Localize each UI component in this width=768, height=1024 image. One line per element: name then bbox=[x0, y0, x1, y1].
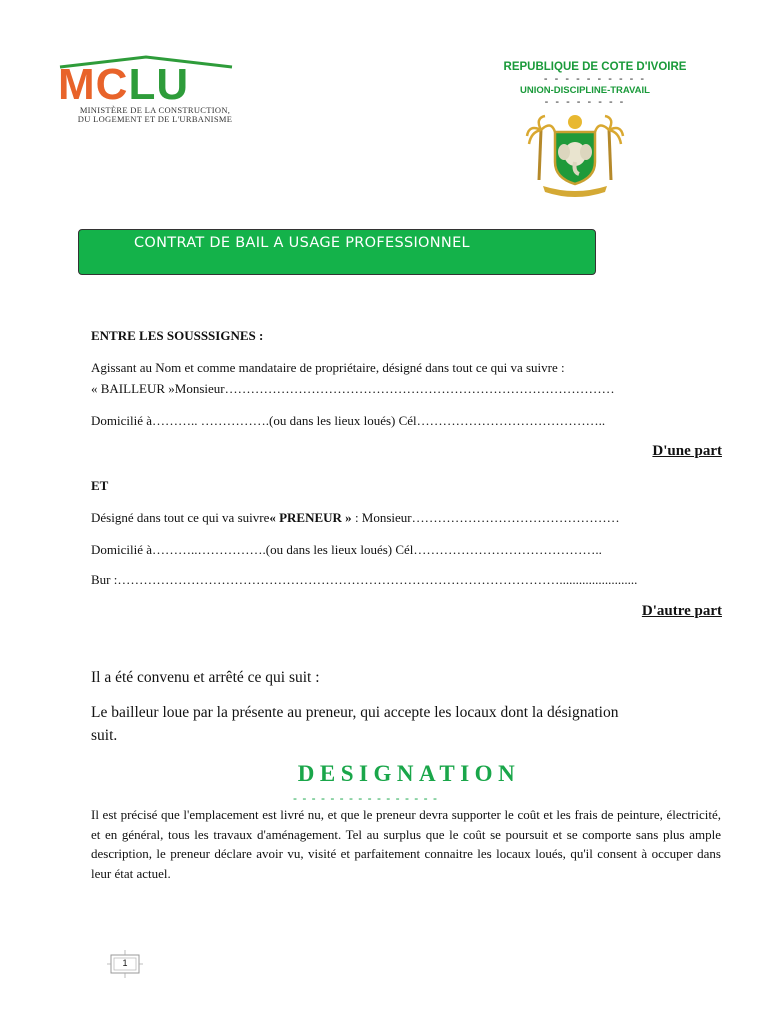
autre-part-label: D'autre part bbox=[641, 603, 722, 619]
preneur-suffix: : Monsieur………………………………………… bbox=[351, 510, 620, 525]
logo-subtitle-2: DU LOGEMENT ET DE L'URBANISME bbox=[77, 114, 233, 124]
republic-motto: UNION-DISCIPLINE-TRAVAIL bbox=[519, 85, 650, 96]
designation-paragraph: Il est précisé que l'emplacement est livré nu, et que le preneur devra supporter le coût et les frais de peinture, électricité, et en général, tous les travaux d'aménagement. Tel au surplus que le coût se poursuit et se comporte sans plus ample description, le preneur déclare avoir vu, visité et parfaitement connaitre les locaux loués, qu'il consent à occuper dans leur état actuel. bbox=[91, 807, 721, 881]
parties-heading: ENTRE LES SOUSSSIGNES : bbox=[91, 328, 264, 343]
page-number: 1 bbox=[122, 958, 128, 968]
preneur-line bbox=[91, 509, 620, 526]
mclu-logo bbox=[48, 55, 258, 130]
loue-line-1: Le bailleur loue par la présente au preneur, qui accepte les locaux dont la désignation bbox=[91, 704, 619, 721]
designation-divider: - - - - - - - - - - - - - - - - bbox=[293, 791, 438, 805]
republic-name: REPUBLIQUE DE COTE D'IVOIRE bbox=[503, 61, 687, 73]
preneur-prefix: Désigné dans tout ce qui va suivre bbox=[91, 510, 270, 525]
et-label: ET bbox=[91, 478, 109, 493]
convenu-text: Il a été convenu et arrêté ce qui suit : bbox=[91, 669, 320, 686]
bureau-line: Bur :…………………………………………………………………………………………........................ bbox=[91, 572, 638, 587]
loue-line-2: suit. bbox=[91, 727, 118, 744]
coat-of-arms-icon bbox=[525, 110, 625, 200]
bailleur-line-2: « BAILLEUR »Monsieur……………………………………………………………………………… bbox=[91, 381, 615, 396]
une-part-label: D'une part bbox=[652, 443, 722, 459]
page-number-badge bbox=[107, 950, 143, 978]
document-title: CONTRAT DE BAIL A USAGE PROFESSIONNEL bbox=[134, 235, 470, 251]
preneur-keyword: « PRENEUR » bbox=[269, 510, 352, 525]
bailleur-domicile: Domicilié à……….. …………….(ou dans les lieux loués) Cél…………………………………….. bbox=[91, 413, 606, 428]
header-divider-2: - - - - - - - - bbox=[544, 96, 626, 108]
logo-text: MCLU bbox=[58, 60, 190, 109]
logo-subtitle-1: MINISTÈRE DE LA CONSTRUCTION, bbox=[79, 105, 231, 115]
designation-heading: DESIGNATION bbox=[297, 761, 521, 786]
header-divider-1: - - - - - - - - - - bbox=[543, 73, 647, 85]
bailleur-line-1: Agissant au Nom et comme mandataire de propriétaire, désigné dans tout ce qui va suivre : bbox=[91, 360, 565, 375]
preneur-domicile: Domicilié à………..…………….(ou dans les lieux loués) Cél…………………………………….. bbox=[91, 542, 602, 557]
